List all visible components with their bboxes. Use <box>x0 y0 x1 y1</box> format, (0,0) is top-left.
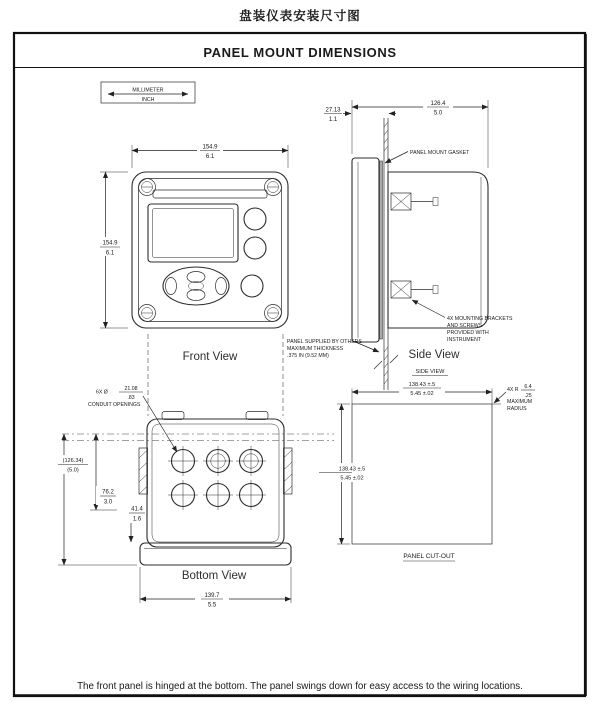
panel-cutout <box>314 369 535 561</box>
side-depth-in: 5.0 <box>433 110 443 117</box>
bottom-small-dimension <box>129 507 145 543</box>
cutout-width-mm: 138.43 ±.5 <box>408 382 436 388</box>
panel-mount-gasket <box>380 161 383 339</box>
brackets-callout-line4: INSTRUMENT <box>447 337 482 343</box>
front-view <box>97 142 288 416</box>
brackets-callout <box>412 300 513 343</box>
bottom-enclosure-body <box>147 412 284 548</box>
panel-supplied-callout <box>287 339 398 369</box>
conduit-mm: 21.08 <box>124 386 138 392</box>
radius-in: .25 <box>524 393 532 399</box>
brackets-callout-line3: PROVIDED WITH <box>447 330 489 336</box>
front-height-dimension <box>97 172 128 328</box>
mounting-panel <box>384 118 388 390</box>
front-width-in: 6.1 <box>205 154 215 160</box>
drawing-frame <box>14 33 586 696</box>
front-width-mm: 154.9 <box>202 144 218 151</box>
front-height-in: 6.1 <box>105 250 115 257</box>
cutout-width-dimension <box>352 379 492 404</box>
bottom-small-mm: 41.4 <box>131 506 143 513</box>
legend-mm-label: MILLIMETER <box>132 87 164 94</box>
cutout-radius-callout <box>492 384 535 412</box>
front-width-dimension <box>132 142 288 168</box>
bottom-view-label: Bottom View <box>181 570 247 582</box>
side-view-label: Side View <box>408 349 460 361</box>
side-bezel <box>352 158 379 342</box>
conduit-prefix: 6X Ø <box>96 389 108 396</box>
bottom-bracket-tabs <box>139 448 292 494</box>
display-screen <box>148 204 238 262</box>
front-enclosure-outline <box>132 172 288 328</box>
radius-line3: RADIUS <box>507 406 527 412</box>
bottom-overall-dimension <box>53 434 137 565</box>
side-enclosure-body <box>388 172 488 328</box>
keypad <box>163 267 229 305</box>
cutout-height-dimension <box>314 404 365 544</box>
side-protrusion-dimension <box>324 108 396 124</box>
gasket-callout-text: PANEL MOUNT GASKET <box>410 150 470 156</box>
cutout-height-mm: 138.43 ±.5 <box>338 466 366 473</box>
top-vent-slot <box>153 190 267 198</box>
bottom-view <box>53 386 334 609</box>
bottom-mid-in: 3.0 <box>103 499 113 506</box>
conduit-label: CONDUIT OPENINGS <box>88 402 141 408</box>
cutout-label: PANEL CUT-OUT <box>403 553 455 560</box>
cutout-square <box>352 404 492 544</box>
front-view-label: Front View <box>182 351 238 363</box>
footer-note: The front panel is hinged at the bottom. The panel swings down for easy access to the wiring locations. <box>77 681 523 692</box>
side-protrusion-mm: 27.13 <box>325 107 341 114</box>
side-view <box>287 99 513 391</box>
bottom-mid-mm: 76.2 <box>102 489 114 496</box>
panel-callout-line2: MAXIMUM THICKNESS <box>287 346 344 352</box>
radius-mm: 6.4 <box>524 384 532 390</box>
cutout-width-in: 5.45 ±.02 <box>410 391 434 397</box>
bottom-mid-dimension <box>90 434 120 510</box>
legend-inch-label: INCH <box>141 97 155 103</box>
conduit-in: .83 <box>127 395 135 401</box>
corner-screws <box>139 179 282 322</box>
brackets-callout-line2: AND SCREWS <box>447 323 483 329</box>
cutout-section-label: SIDE VIEW <box>415 369 445 375</box>
cutout-height-in: 5.45 ±.02 <box>340 475 364 482</box>
bottom-bezel-edge <box>140 543 291 565</box>
brackets-callout-line1: 4X MOUNTING BRACKETS <box>447 316 513 322</box>
conduit-openings <box>168 446 266 510</box>
bottom-overall-mm: (126.34) <box>62 458 84 464</box>
page-title: PANEL MOUNT DIMENSIONS <box>203 45 397 60</box>
units-legend <box>101 82 195 103</box>
panel-callout-line1: PANEL SUPPLIED BY OTHERS <box>287 339 362 345</box>
side-protrusion-in: 1.1 <box>328 117 338 123</box>
radius-line2: MAXIMUM <box>507 399 533 405</box>
gasket-callout <box>385 150 470 163</box>
bottom-width-mm: 139.7 <box>204 593 220 599</box>
bottom-small-in: 1.6 <box>132 516 142 523</box>
bottom-overall-in: (5.0) <box>67 467 79 474</box>
chinese-title: 盘装仪表安装尺寸图 <box>239 9 361 23</box>
front-buttons <box>241 208 266 297</box>
panel-callout-line3: .375 IN (9.52 MM) <box>287 353 329 359</box>
bottom-width-in: 5.5 <box>207 602 217 609</box>
front-height-mm: 154.9 <box>102 240 118 247</box>
mounting-brackets <box>391 193 438 298</box>
radius-prefix: 4X R <box>507 387 519 393</box>
side-depth-mm: 126.4 <box>430 101 446 107</box>
